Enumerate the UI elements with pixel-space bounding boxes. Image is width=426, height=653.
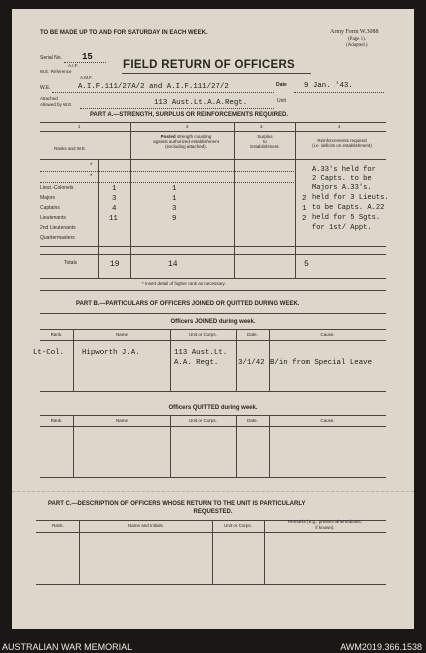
- quitted-title: Officers QUITTED during week.: [168, 405, 258, 411]
- reinf-majors: 2: [302, 195, 307, 203]
- form-sheet: [12, 9, 414, 629]
- part-c-col-unit: Unit or Corps.: [224, 523, 252, 528]
- fold-line: [12, 491, 414, 493]
- col-header-posted-l2: against authorized establishment: [153, 139, 219, 144]
- col-number-1: 1: [78, 124, 81, 129]
- joined-unit-l2: A.A. Regt.: [174, 359, 219, 367]
- unit-line: [80, 108, 274, 109]
- col-header-reinf-l2: (i.e. deficits on establishment): [312, 143, 372, 148]
- totals-reinf: 5: [304, 260, 309, 269]
- joined-col-unit: Unit or Corps.: [189, 332, 217, 337]
- col-header-posted-l3: (excluding attached).: [165, 144, 207, 149]
- header-rule: [40, 159, 386, 160]
- quitted-header-rule: [40, 426, 386, 427]
- typed-note-7: for 1st/ Appt.: [312, 224, 372, 232]
- part-c-header-rule: [36, 532, 386, 533]
- joined-divider-1: [73, 329, 74, 391]
- typed-note-5: to be Capts. A.22: [312, 204, 385, 212]
- totals-top-rule: [40, 254, 386, 255]
- quitted-col-name: Name: [115, 418, 128, 423]
- reinf-lieutenants: 2: [302, 215, 307, 223]
- footnote: * Insert detail of higher rank as necessary.: [142, 281, 226, 286]
- col-number-rule: [40, 131, 386, 132]
- col-divider-we: [98, 159, 99, 279]
- totals-label: Totals: [64, 260, 78, 266]
- typed-note-4: held for 3 Lieuts.: [312, 194, 389, 202]
- col-header-ranks: Ranks and W.E.: [54, 146, 87, 151]
- totals-posted: 14: [168, 260, 178, 269]
- title-underline: [122, 73, 311, 74]
- quitted-col-cause: Cause.: [320, 418, 335, 423]
- serial-value: 15: [82, 52, 93, 62]
- part-a-top-rule: [40, 122, 386, 123]
- part-c-col-remarks: Remarks (e.g., present whereabouts,: [287, 519, 363, 524]
- unit-value: 113 Aust.Lt.A.A.Regt.: [154, 99, 248, 107]
- we-lieutenants: 11: [109, 215, 118, 223]
- totals-bottom-rule: [40, 278, 386, 279]
- row-line-2: [40, 182, 296, 183]
- attached-label: Attached: [40, 96, 58, 101]
- col-number-3: 3: [260, 124, 263, 129]
- we-value: A.I.F.111/27A/2 and A.I.F.111/27/2: [78, 83, 229, 91]
- we-majors: 3: [112, 195, 117, 203]
- joined-col-cause: Cause.: [320, 332, 335, 337]
- joined-bottom-rule: [40, 391, 386, 392]
- rank-quartermasters: Quartermasters: [40, 235, 75, 241]
- part-c-col-remarks-l2: if known).: [315, 525, 335, 530]
- quitted-bottom-rule: [40, 477, 386, 478]
- footer-left: AUSTRALIAN WAR MEMORIAL: [2, 642, 133, 652]
- joined-cause: B/in from Special Leave: [270, 359, 373, 367]
- quitted-col-unit: Unit or Corps.: [189, 418, 217, 423]
- joined-col-rank: Rank.: [50, 332, 63, 337]
- col-divider-1: [130, 122, 131, 279]
- joined-header-rule: [40, 340, 386, 341]
- rank-row-blank-1: *: [90, 163, 93, 169]
- serial-label: Serial No.: [40, 55, 62, 61]
- quitted-divider-2: [170, 415, 171, 477]
- quitted-divider-4: [269, 415, 270, 477]
- rank-majors: Majors: [40, 195, 56, 201]
- joined-title: Officers JOINED during week.: [170, 319, 256, 325]
- part-c-title-l2: REQUESTED.: [193, 509, 233, 515]
- joined-rank: Lt-Col.: [33, 349, 65, 357]
- form-id: Army Form W.3088: [330, 29, 379, 35]
- date-label: Date: [276, 82, 287, 88]
- col-header-surplus-l2: to: [263, 139, 267, 144]
- form-page: (Page 1).: [348, 37, 367, 42]
- joined-divider-2: [170, 329, 171, 391]
- date-value: 9 Jan. '43.: [304, 82, 353, 90]
- quitted-divider-3: [236, 415, 237, 477]
- aif-label: A.I.F.: [68, 63, 79, 68]
- quitted-divider-1: [73, 415, 74, 477]
- form-title: FIELD RETURN OF OFFICERS: [123, 59, 296, 71]
- rank-row-blank-2: *: [90, 174, 93, 180]
- rank-lt-colonels: Lieut.-Colonels: [40, 185, 74, 191]
- col-header-reinf: Reinforcements required: [317, 138, 367, 143]
- we-label: W.E.: [40, 85, 51, 91]
- part-c-divider-1: [79, 520, 80, 584]
- col-number-2: 2: [186, 124, 189, 129]
- col-divider-3: [295, 122, 296, 279]
- part-c-col-name: Name and Initials.: [127, 523, 165, 528]
- part-b-top-rule: [40, 313, 386, 314]
- unit-label: Unit: [277, 98, 286, 104]
- part-c-col-rank: Rank.: [52, 523, 64, 528]
- part-b-title: PART B.—PARTICULARS OF OFFICERS JOINED OR QUITTED DURING WEEK.: [76, 301, 300, 307]
- typed-note-3: Majors A.33's.: [312, 184, 372, 192]
- part-a-bottom-rule: [40, 290, 386, 291]
- joined-col-date: Date.: [247, 332, 258, 337]
- posted-majors: 1: [172, 195, 177, 203]
- joined-unit-l1: 113 Aust.Lt.: [174, 349, 228, 357]
- part-c-title: PART C.—DESCRIPTION OF OFFICERS WHOSE RETURN TO THE UNIT IS PARTICULARLY: [48, 501, 306, 507]
- posted-lt-colonels: 1: [172, 185, 177, 193]
- posted-lieutenants: 9: [172, 215, 177, 223]
- rank-lieutenants: Lieutenants: [40, 215, 66, 221]
- we-line: [52, 92, 274, 93]
- rank-captains: Captains: [40, 205, 60, 211]
- typed-note-1: A.33's held for: [312, 166, 376, 174]
- footer-right: AWM2019.366.1538: [340, 642, 422, 652]
- allowed-label: Allowed by W.E.: [40, 102, 73, 107]
- joined-date: 3/1/42: [238, 359, 265, 367]
- typed-note-2: 2 Capts. to be: [312, 175, 372, 183]
- row-line-1: [40, 171, 296, 172]
- part-c-divider-3: [264, 520, 265, 584]
- reinf-captains: 1: [302, 205, 307, 213]
- part-c-divider-2: [212, 520, 213, 584]
- we-captains: 4: [112, 205, 117, 213]
- joined-col-name: Name: [115, 332, 128, 337]
- col-header-posted: Posted strength counting: [160, 134, 212, 139]
- part-c-bottom-rule: [36, 584, 386, 585]
- totals-we: 19: [110, 260, 120, 269]
- quitted-col-date: Date.: [247, 418, 258, 423]
- we-reference-label: W.E. Reference: [40, 69, 72, 74]
- date-line: [294, 92, 384, 93]
- part-a-title: PART A.—STRENGTH, SURPLUS OR REINFORCEMENTS REQUIRED.: [90, 112, 289, 118]
- col-header-surplus-l3: Establishment.: [250, 144, 280, 149]
- col-number-4: 4: [338, 124, 341, 129]
- posted-captains: 3: [172, 205, 177, 213]
- col-divider-2: [234, 122, 235, 279]
- amf-label: A.M.F.: [80, 75, 93, 80]
- col-header-surplus: Surplus: [257, 134, 273, 139]
- joined-title-rule: [40, 329, 386, 330]
- joined-name: Hipworth J.A.: [82, 349, 140, 357]
- instruction-text: TO BE MADE UP TO AND FOR SATURDAY IN EACH WEEK.: [40, 30, 208, 36]
- pre-totals-rule: [40, 246, 386, 247]
- rank-2nd-lieutenants: 2nd Lieutenants: [40, 225, 76, 231]
- form-adapted: (Adapted.): [346, 43, 368, 48]
- we-lt-colonels: 1: [112, 185, 117, 193]
- joined-divider-3: [236, 329, 237, 391]
- quitted-col-rank: Rank.: [50, 418, 63, 423]
- quitted-title-rule: [40, 415, 386, 416]
- typed-note-6: held for 5 Sgts.: [312, 214, 381, 222]
